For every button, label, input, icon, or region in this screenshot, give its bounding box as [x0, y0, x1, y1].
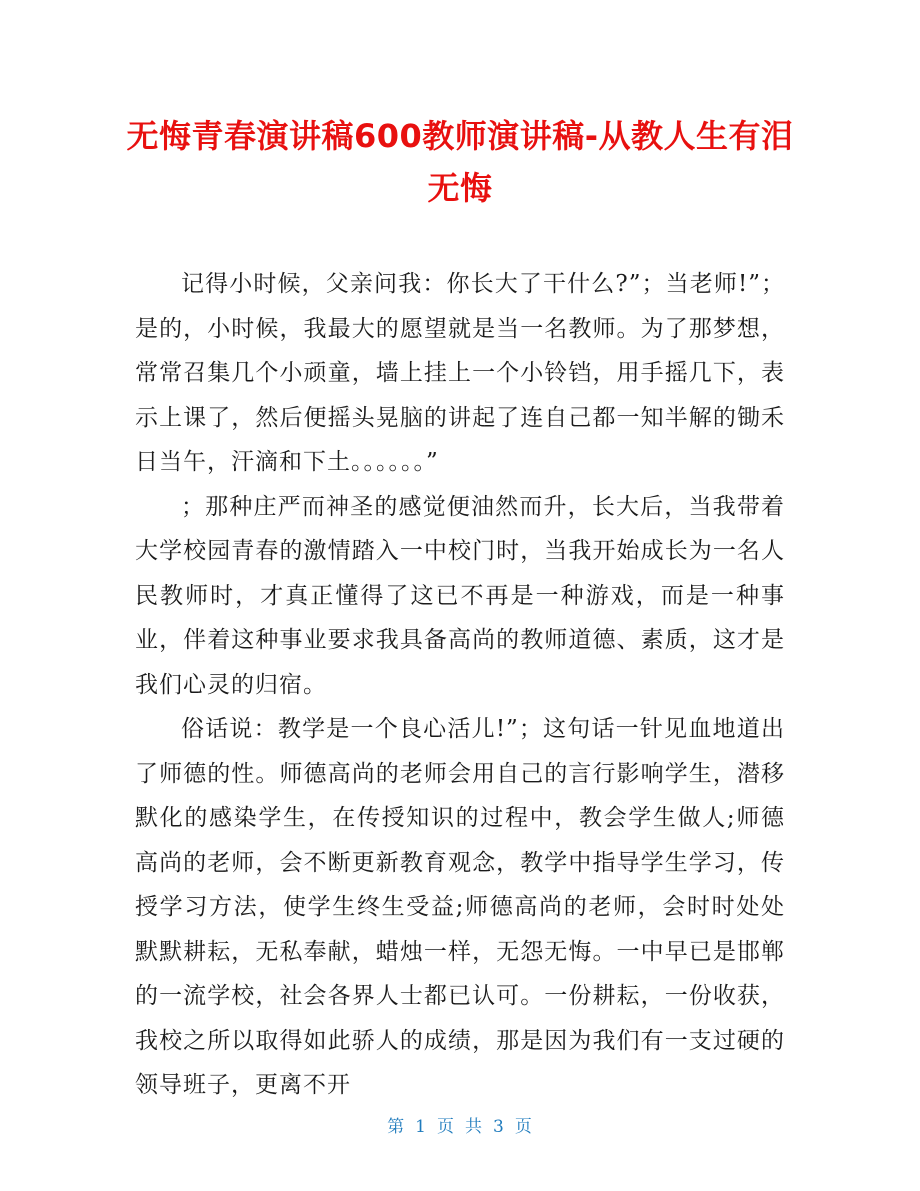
document-title: 无悔青春演讲稿600教师演讲稿-从教人生有泪无悔 [126, 117, 794, 207]
footer-total-prefix: 共 [465, 1117, 483, 1137]
footer-page-unit: 页 [437, 1117, 455, 1137]
footer-prefix: 第 [387, 1117, 406, 1137]
paragraph-1: 记得小时候，父亲问我：你长大了干什么?”；当老师!”；是的，小时候，我最大的愿望就是当一名教师。为了那梦想，常常召集几个小顽童，墙上挂上一个小铃铛，用手摇几下，表示上课了，然后便摇头晃脑的讲起了连自己都一知半解的锄禾日当午，汗滴和下土。。。。。。” [135, 271, 785, 475]
paragraph-3: 俗话说：教学是一个良心活儿!”；这句话一针见血地道出了师德的性。师德高尚的老师会用自己的言行影响学生，潜移默化的感染学生，在传授知识的过程中，教会学生做人;师德高尚的老师，会不断更新教育观念，教学中指导学生学习，传授学习方法，使学生终生受益;师德高尚的老师，会时时处处默默耕耘，无私奉献，蜡烛一样，无怨无悔。一中早已是邯郸的一流学校，社会各界人士都已认可。一份耕耘，一份收获，我校之所以取得如此骄人的成绩，那是因为我们有一支过硬的领导班子，更离不开 [135, 716, 785, 1098]
footer-total-unit: 页 [514, 1117, 533, 1137]
paragraph-2: ；那种庄严而神圣的感觉便油然而升，长大后，当我带着大学校园青春的激情踏入一中校门时，当我开始成长为一名人民教师时，才真正懂得了这已不再是一种游戏，而是一种事业，伴着这种事业要求我具备高尚的教师道德、素质，这才是我们心灵的归宿。 [135, 493, 785, 698]
footer-total-pages: 3 [493, 1117, 505, 1137]
document-body [135, 262, 785, 1108]
footer-current-page: 1 [415, 1117, 427, 1137]
page-footer [0, 1112, 920, 1137]
